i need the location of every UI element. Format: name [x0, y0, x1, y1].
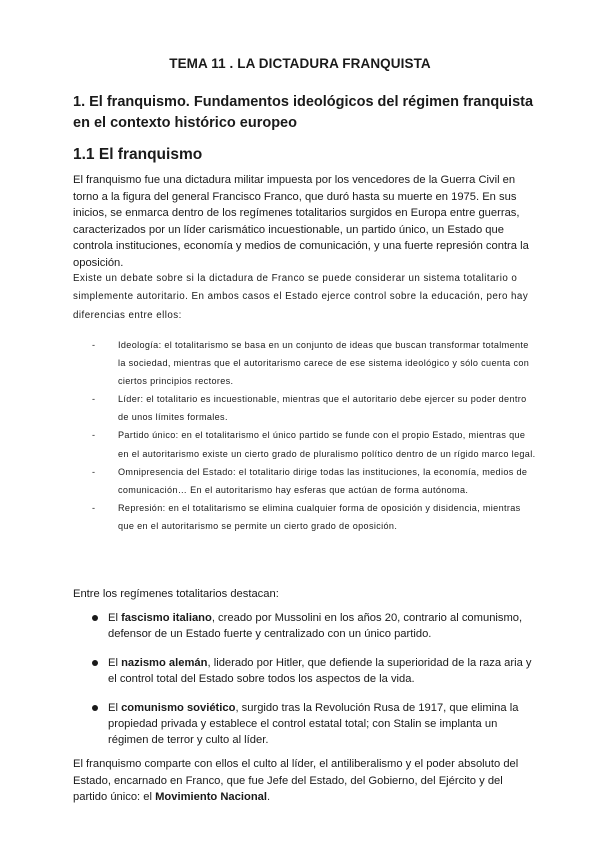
subsection-heading: 1.1 El franquismo	[73, 146, 203, 163]
list-item	[92, 426, 536, 462]
difference-text: Ideología: el totalitarismo se basa en un conjunto de ideas que buscan transformar totalmente la sociedad, mientras que el autoritarismo carece de ese sistema ideológico y sólo cuenta con ciertos principios rectores.	[118, 340, 530, 387]
regimes-intro: Entre los regímenes totalitarios destacan:	[73, 588, 279, 600]
difference-text: Represión: en el totalitarismo se elimina cualquier forma de oposición y disidencia, mientras que en el autoritarismo se permite un cierto grado de oposición.	[118, 502, 521, 531]
dash-marker: -	[92, 466, 96, 477]
dash-marker: -	[92, 340, 96, 350]
list-item	[92, 463, 536, 499]
list-item	[92, 390, 536, 426]
dash-marker: -	[92, 394, 96, 405]
closing-period: .	[267, 791, 271, 804]
section-heading: 1. El franquismo. Fundamentos ideológicos del régimen franquista en el contexto histórico europeo	[73, 94, 534, 131]
closing-paragraph	[73, 756, 533, 806]
difference-text: Líder: el totalitario es incuestionable, mientras que el autoritario debe ejercer su poder dentro de unos límites formales.	[118, 394, 527, 423]
bullet-icon	[92, 615, 98, 621]
dash-marker: -	[92, 430, 96, 441]
regime-description: , liderado por Hitler, que defiende la superioridad de la raza aria y el control total del Estado sobre todos los aspectos de la vida.	[108, 656, 532, 686]
list-item	[92, 700, 540, 749]
regime-description: , creado por Mussolini en los años 20, contrario al comunismo, defensor de un Estado fuerte y centralizado con un único partido.	[108, 612, 523, 641]
intro-paragraph: El franquismo fue una dictadura militar impuesta por los vencedores de la Guerra Civil en torno a la figura del general Francisco Franco, que duró hasta su muerte en 1975. En sus inicios, se enmarca dentro de los regímenes totalitarios surgidos en Europa entre guerras, caracterizados por un líder carismático incuestionable, un partido único, un Estado que controla instituciones, economía y medios de comunicación, y una fuerte represión contra la oposición.	[73, 174, 529, 269]
regime-name: nazismo alemán	[121, 656, 208, 669]
bullet-icon	[92, 660, 98, 666]
closing-text: El franquismo comparte con ellos el culto al líder, el antiliberalismo y el poder absoluto del Estado, encarnado en Franco, que fue Jefe del Estado, del Gobierno, del Ejército y del partido único: el	[73, 758, 519, 804]
differences-list	[92, 336, 536, 535]
dash-marker: -	[92, 502, 96, 513]
list-item	[92, 655, 540, 688]
movimiento-nacional: Movimiento Nacional	[155, 791, 267, 804]
regime-name: comunismo soviético	[121, 701, 236, 714]
difference-text: Omnipresencia del Estado: el totalitario dirige todas las instituciones, la economía, medios de comunicación… En el autoritarismo hay esferas que actúan de forma autónoma.	[118, 466, 528, 495]
difference-text: Partido único: en el totalitarismo el único partido se funde con el propio Estado, mientras que en el autoritarismo existe un cierto grado de pluralismo político dentro de un rígido marco legal.	[118, 430, 536, 459]
regimes-list	[92, 610, 540, 761]
document-title: TEMA 11 . LA DICTADURA FRANQUISTA	[169, 56, 431, 71]
bullet-icon	[92, 705, 98, 711]
regime-prefix: El	[108, 701, 122, 714]
regime-description: , surgido tras la Revolución Rusa de 1917, que elimina la propiedad privada y establece el control estatal total; con Stalin se implanta un régimen de terror y culto al líder.	[108, 701, 519, 747]
regime-prefix: El	[108, 656, 122, 669]
list-item	[92, 499, 536, 535]
debate-paragraph: Existe un debate sobre si la dictadura de Franco se puede considerar un sistema totalitario o simplemente autoritario. En ambos casos el Estado ejerce control sobre la educación, pero hay diferencias entre ellos:	[73, 273, 529, 321]
list-item	[92, 336, 536, 390]
list-item	[92, 610, 540, 643]
regime-prefix: El	[108, 612, 122, 624]
regime-name: fascismo italiano	[121, 612, 212, 624]
